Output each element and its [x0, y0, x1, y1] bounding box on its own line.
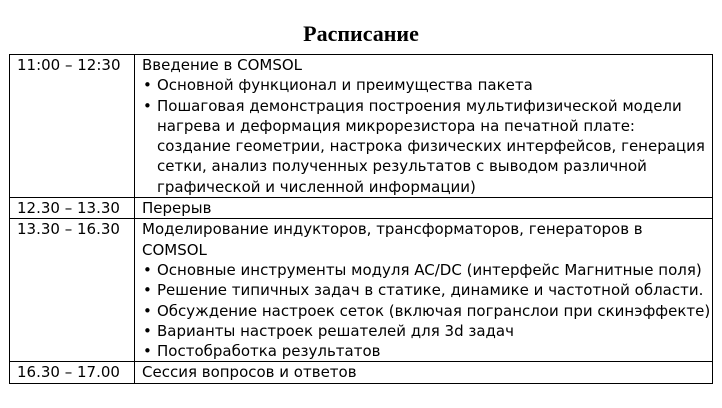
table-row — [10, 219, 713, 362]
list-item: • Основные инструменты модуля AC/DC (интерфейс Магнитные поля) — [142, 260, 712, 280]
session-title: Введение в COMSOL — [142, 56, 303, 74]
session-cell — [135, 219, 713, 362]
session-title: Моделирование индукторов, трансформаторов, генераторов в COMSOL — [142, 220, 643, 259]
schedule-table — [9, 54, 713, 384]
list-item: • Варианты настроек решателей для 3d задач — [142, 321, 712, 341]
list-item: • Пошаговая демонстрация построения мультифизической модели нагрева и деформация микрорезистора на печатной плате: создание геометрии, настрока физических интерфейсов, генерация сетки, анализ полученных результатов с выводом различной графической и численной информации) — [142, 96, 712, 197]
table-row — [10, 362, 713, 383]
list-item: • Основной функционал и преимущества пакета — [142, 75, 712, 95]
page-title: Расписание — [303, 21, 419, 46]
time-cell: 11:00 – 12:30 — [10, 55, 135, 198]
time-cell: 16.30 – 17.00 — [10, 362, 135, 383]
session-cell — [135, 362, 713, 383]
time-cell: 12.30 – 13.30 — [10, 198, 135, 219]
list-item: • Постобработка результатов — [142, 341, 712, 361]
table-row — [10, 198, 713, 219]
time-cell: 13.30 – 16.30 — [10, 219, 135, 362]
bullet-list — [142, 260, 712, 361]
list-item: • Решение типичных задач в статике, динамике и частотной области. — [142, 280, 712, 300]
session-cell — [135, 55, 713, 198]
session-title: Перерыв — [142, 199, 212, 218]
list-item: • Обсуждение настроек сеток (включая погранслои при скинэффекте) — [142, 301, 712, 321]
table-row — [10, 55, 713, 198]
session-cell — [135, 198, 713, 219]
bullet-list — [142, 75, 712, 197]
session-title: Сессия вопросов и ответов — [142, 363, 357, 382]
